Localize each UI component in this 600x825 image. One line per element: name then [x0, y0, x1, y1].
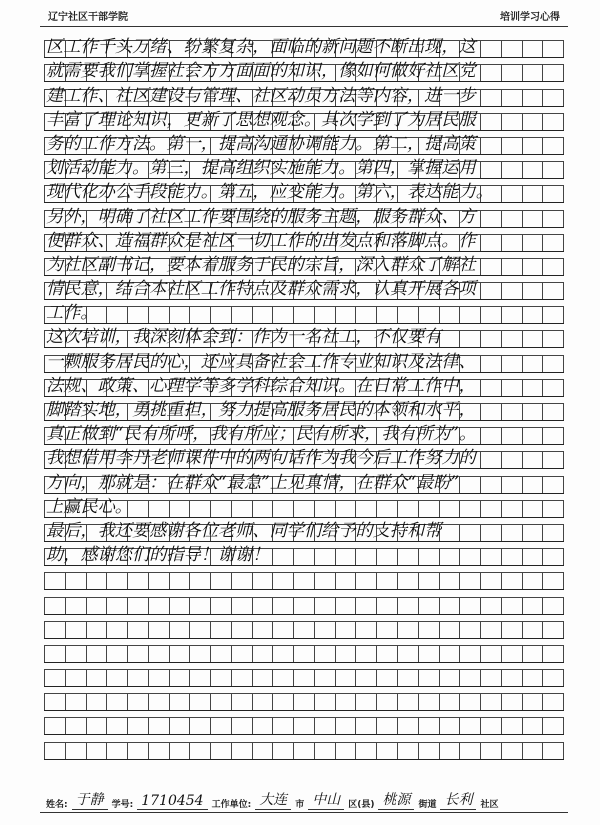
grid-row	[44, 300, 564, 324]
grid-row	[44, 107, 564, 131]
handwritten-line: 为社区副书记，要本着服务于民的宗旨，深入群众了解社	[46, 254, 476, 275]
grid-row	[44, 639, 564, 663]
handwritten-line: 现代化办公手段能力。第五，应变能力。第六，表达能力。	[46, 182, 493, 203]
community-label: 社区	[480, 800, 499, 810]
handwritten-line: 另外，明确了社区工作要围绕的服务主题，服务群众、方	[46, 206, 476, 227]
street-value: 桃源	[378, 789, 414, 810]
handwritten-line	[46, 714, 562, 734]
grid-row	[44, 615, 564, 639]
grid-row	[44, 131, 564, 155]
grid-row	[44, 82, 564, 106]
handwritten-line: 就需要我们掌握社会方方面面的知识，像如何做好社区党	[46, 61, 476, 82]
handwritten-line	[46, 618, 562, 638]
grid-row	[44, 566, 564, 590]
grid-row	[44, 228, 564, 252]
handwritten-line: 务的工作方法。第一，提高沟通协调能力。第二，提高策	[46, 133, 476, 154]
grid-row	[44, 397, 564, 421]
district-label: 区(县)	[348, 800, 375, 810]
handwritten-line	[46, 594, 562, 614]
handwritten-line	[46, 739, 562, 759]
grid-row	[44, 590, 564, 614]
handwritten-line: 最后，我还要感谢各位老师、同学们给予的支持和帮	[46, 520, 442, 541]
handwritten-line	[46, 690, 562, 710]
grid-row	[44, 711, 564, 735]
grid-row	[44, 663, 564, 687]
city-value: 大连	[255, 789, 291, 810]
student-id-label: 学号:	[111, 800, 134, 810]
handwritten-line	[46, 569, 562, 589]
community-value: 长利	[440, 789, 476, 810]
handwritten-line: 一颗服务居民的心，还应具备社会工作专业知识及法律、	[46, 351, 476, 372]
handwritten-line: 法规、政策、心理学等多学科综合知识。在日常工作中，	[46, 375, 476, 396]
handwritten-line	[46, 666, 562, 686]
handwritten-line: 便群众、造福群众是社区一切工作的出发点和落脚点。作	[46, 230, 476, 251]
district-value: 中山	[308, 789, 344, 810]
grid-row	[44, 421, 564, 445]
handwritten-line: 区工作千头万绪、纷繁复杂，面临的新问题不断出现，这	[46, 37, 476, 58]
handwritten-line: 工作。	[46, 303, 98, 324]
grid-row	[44, 155, 564, 179]
handwritten-line: 建工作、社区建设与管理、社区动员方法等内容，进一步	[46, 85, 476, 106]
grid-row	[44, 252, 564, 276]
handwritten-line: 助，感谢您们的指导！谢谢！	[46, 545, 270, 566]
writing-grid	[44, 34, 564, 760]
grid-row	[44, 276, 564, 300]
handwritten-line: 情民意，结合本社区工作特点及群众需求，认真开展各项	[46, 279, 476, 300]
name-value: 于静	[72, 789, 108, 810]
grid-row	[44, 324, 564, 348]
grid-row	[44, 687, 564, 711]
street-label: 街道	[418, 800, 437, 810]
header-org: 辽宁社区干部学院	[48, 12, 128, 23]
header-doc-type: 培训学习心得	[500, 12, 560, 23]
grid-row	[44, 34, 564, 58]
grid-row	[44, 494, 564, 518]
handwritten-line: 脚踏实地，勇挑重担，努力提高服务居民的本领和水平，	[46, 400, 476, 420]
grid-row	[44, 58, 564, 82]
work-unit-label: 工作单位:	[211, 800, 252, 810]
header-rule	[40, 26, 568, 27]
city-label: 市	[295, 800, 305, 810]
grid-row	[44, 542, 564, 566]
student-id-value: 1710454	[137, 793, 207, 810]
handwritten-line: 上赢民心。	[46, 496, 132, 517]
handwritten-line: 方向，那就是：在群众“最急”上见真情，在群众“最盼”	[46, 472, 460, 493]
grid-row	[44, 445, 564, 469]
grid-row	[44, 469, 564, 493]
grid-row	[44, 735, 564, 759]
handwritten-line: 真正做到“民有所呼，我有所应；民有所求，我有所为”。	[46, 424, 477, 445]
handwritten-line: 丰富了理论知识，更新了思想观念。其次学到了为居民服	[46, 109, 476, 130]
handwritten-line: 我想借用李丹老师课件中的两句话作为我今后工作努力的	[46, 448, 476, 469]
handwritten-line	[46, 642, 562, 662]
grid-row	[44, 373, 564, 397]
footer-info	[46, 788, 564, 810]
grid-row	[44, 203, 564, 227]
grid-row	[44, 518, 564, 542]
handwritten-line: 这次培训，我深刻体会到：作为一名社工，不仅要有	[46, 327, 442, 348]
name-label: 姓名:	[46, 800, 68, 810]
grid-row	[44, 179, 564, 203]
handwritten-line: 划活动能力。第三，提高组织实施能力。第四，掌握运用	[46, 158, 476, 179]
footer-rule	[40, 812, 568, 813]
grid-row	[44, 348, 564, 372]
